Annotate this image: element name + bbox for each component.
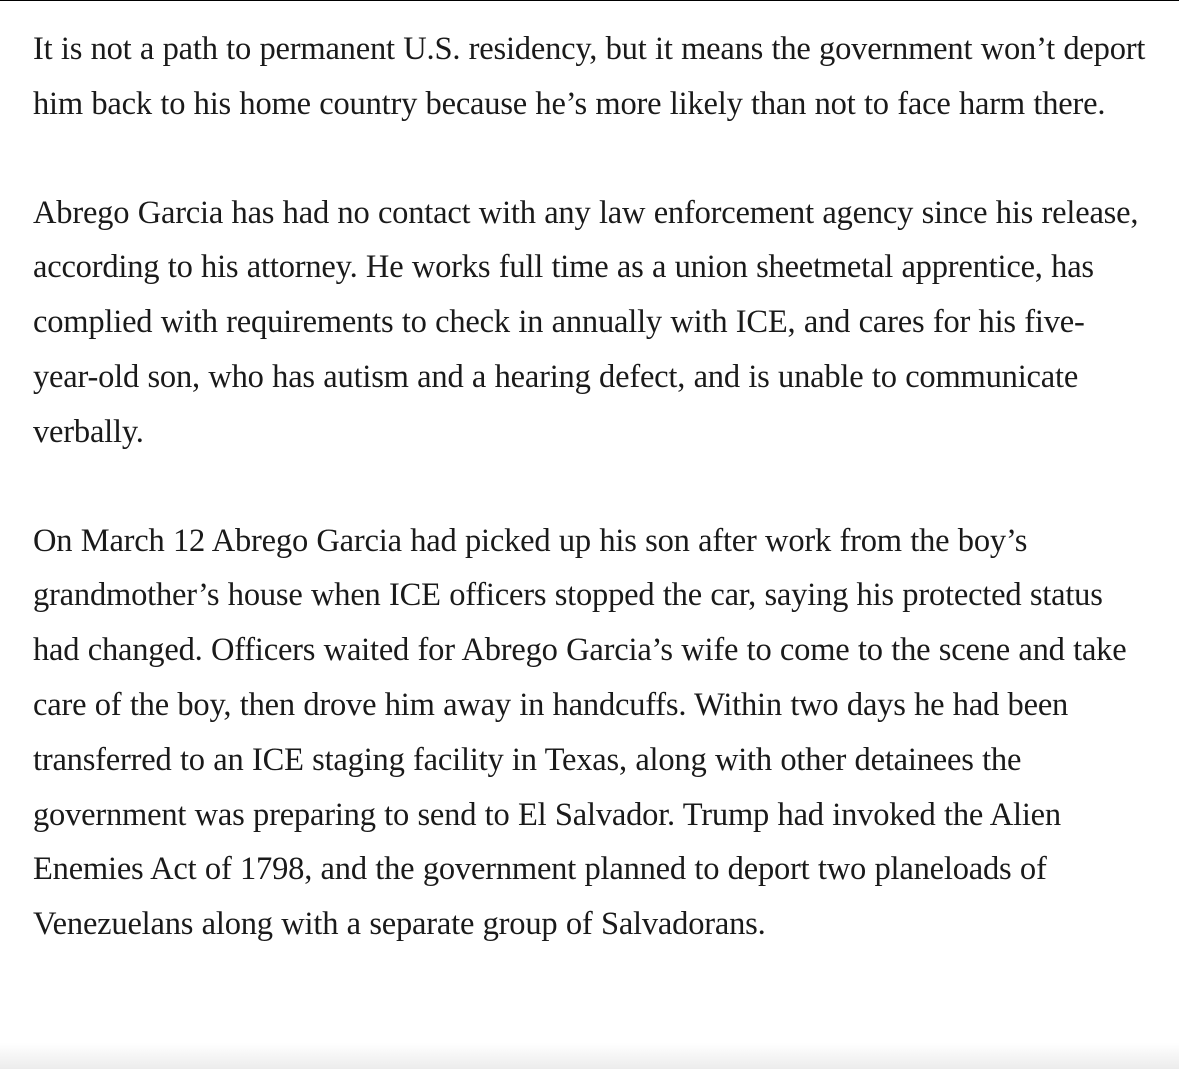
article-body bbox=[33, 22, 1148, 952]
bottom-scroll-shadow bbox=[0, 1043, 1179, 1069]
paragraph-arrest: On March 12 Abrego Garcia had picked up his son after work from the boy’s grandmother’s house when ICE officers stopped the car, saying his protected status had changed. Officers waited for Abrego Garcia’s wife to come to the scene and take care of the boy, then drove him away in handcuffs. Within two days he had been transferred to an ICE staging facility in Texas, along with other detainees the government was preparing to send to El Salvador. Trump had invoked the Alien Enemies Act of 1798, and the government planned to deport two planeloads of Venezuelans along with a separate group of Salvadorans. bbox=[33, 522, 1127, 943]
paragraph-residency: It is not a path to permanent U.S. residency, but it means the government won’t deport him back to his home country because he’s more likely than not to face harm there. bbox=[33, 31, 1146, 122]
paragraph-background: Abrego Garcia has had no contact with any law enforcement agency since his release, according to his attorney. He works full time as a union sheetmetal apprentice, has complied with requirements to check in annually with ICE, and cares for his five-year-old son, who has autism and a hearing defect, and is unable to communicate verbally. bbox=[33, 194, 1139, 450]
top-divider bbox=[0, 0, 1179, 1]
